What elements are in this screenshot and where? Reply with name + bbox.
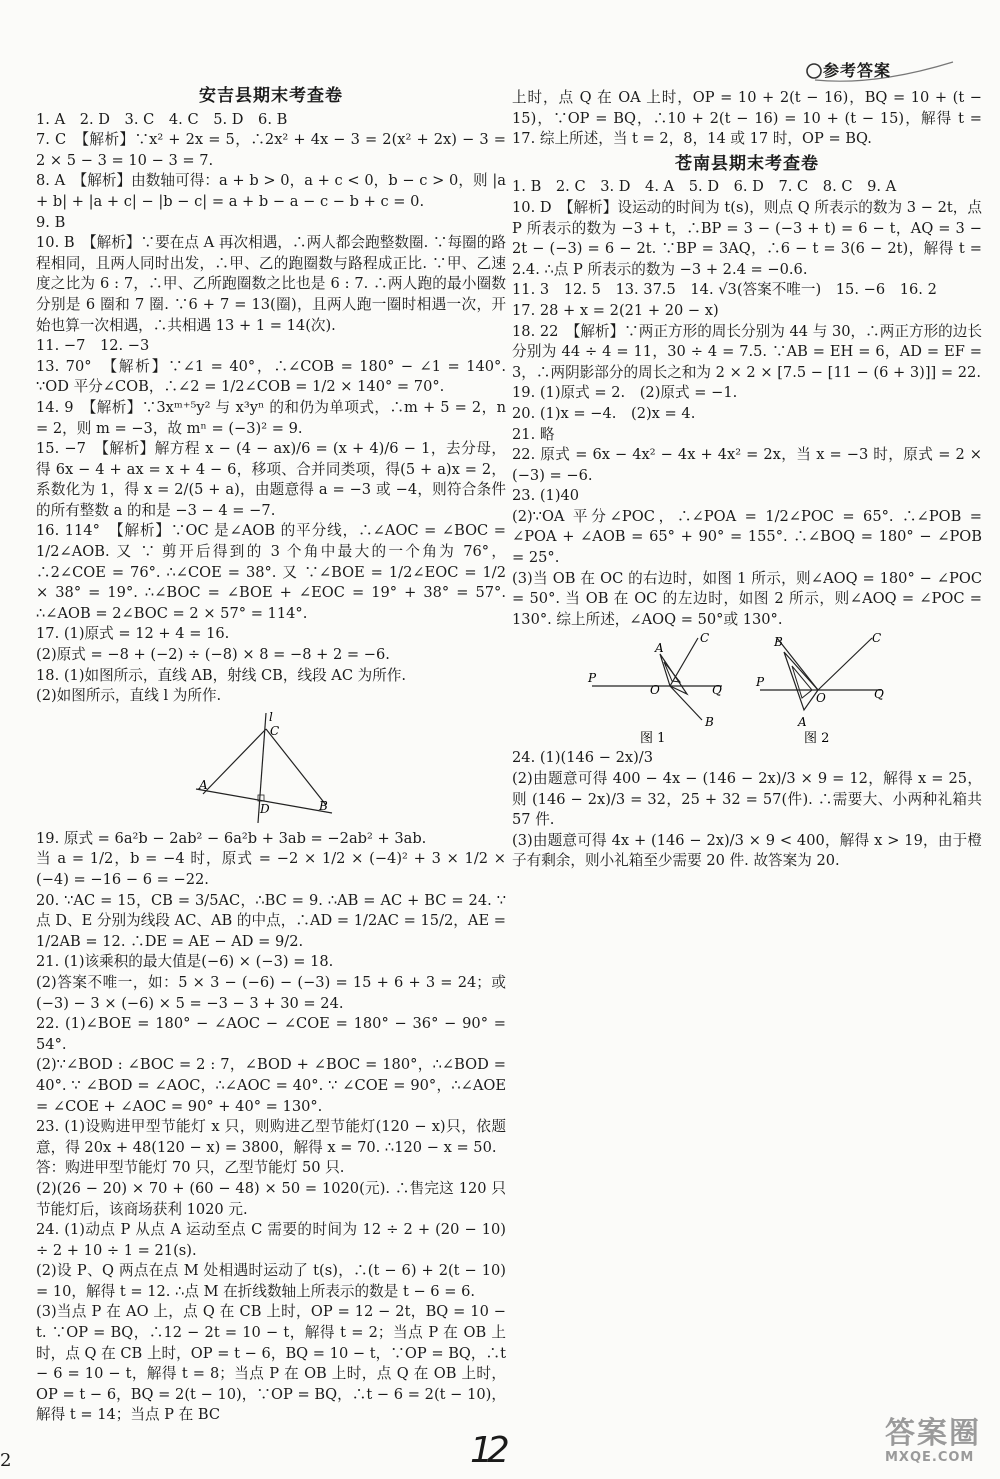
figure-23 [512,632,982,746]
answer-line: 20. ∵AC = 15，CB = 3/5AC，∴BC = 9. ∴AB = AC + BC = 24. ∵点 D、E 分别为线段 AC、AB 的中点，∴AD = 1/2AC = 15/2，AE = 1/2AB = 12. ∴DE = AE − AD = 9/2. [36,891,506,950]
fig1-label-q: Q [712,683,722,698]
answer-line: 22. (1)∠BOE = 180° − ∠AOC − ∠COE = 180° − 36° − 90° = 54°. [36,1015,506,1053]
answer-line: 9. B [36,213,66,231]
answer-line: (2)设 P、Q 两点在点 M 处相遇时运动了 t(s)，∴(t − 6) + 2(t − 10) = 10，解得 t = 12. ∴点 M 在折线数轴上所表示的数是 t − 6 = 6. [36,1262,506,1300]
answer-line: 21. (1)该乘积的最大值是(−6) × (−3) = 18. [36,953,334,971]
answer-key-badge [805,56,955,86]
fig1-label-p: P [588,671,597,686]
answer-line: 18. (1)如图所示，直线 AB，射线 CB，线段 AC 为所作. [36,666,407,684]
figure-18-diagram [36,709,506,827]
answer-line: 答：购进甲型节能灯 70 只，乙型节能灯 50 只. [36,1159,345,1177]
left-answers-part1 [36,110,506,707]
section-title-cangnan: 苍南县期末考查卷 [675,153,819,174]
badge-label: 参考答案 [823,61,892,80]
answer-line: (2)答案不唯一，如：5 × 3 − (−6) − (−3) = 15 + 6 + 3 = 24；或(−3) − 3 × (−6) × 5 = −3 − 3 + 30 = 24. [36,973,506,1012]
answer-line: 上时，点 Q 在 OA 上时，OP = 10 + 2(t − 16)，BQ = 10 + (t − 15)，∵OP = BQ，∴10 + 2(t − 16) = 10 + (t − 15)，解得 t = 17. 综上所述，当 t = 2，8，14 或 17 时，OP = BQ. [512,89,982,148]
right-column [512,88,982,872]
right-answers-part1 [512,88,982,150]
fig2-label-o: O [816,691,826,706]
watermark-logo [885,1408,995,1478]
fig18-label-a: A [199,777,208,792]
answer-line: 7. C 【解析】∵x² + 2x = 5，∴2x² + 4x − 3 = 2(x² + 2x) − 3 = 2 × 5 − 3 = 10 − 3 = 7. [36,131,506,169]
watermark-text: 答案圈 [885,1416,981,1451]
answer-line: (3)当点 P 在 AO 上，点 Q 在 CB 上时，OP = 12 − 2t，BQ = 10 − t. ∵OP = BQ，∴12 − 2t = 10 − t，解得 t = 2；当点 P 在 OB 上时，点 Q 在 CB 上时，OP = t − 6，BQ = 10 − t，∵OP = BQ，∴t − 6 = 10 − t，解得 t = 8；当点 P 在 OB 上时，点 Q 在 OB 上时，OP = t − 6，BQ = 2(t − 10)，∵OP = BQ，∴t − 6 = 2(t − 10)，解得 t = 14；当点 P 在 BC [36,1303,506,1424]
fig18-label-d: D [260,801,270,816]
answer-line: 24. (1)(146 − 2x)/3 [512,749,653,767]
figure-1 [587,632,722,746]
answer-line: 21. 略 [512,425,555,443]
answer-line: 11. 3 12. 5 13. 37.5 14. √3(答案不唯一) 15. −6 16. 2 [512,281,937,299]
answer-line: 13. 70° 【解析】∵∠1 = 40°，∴∠COB = 180° − ∠1 = 140°. ∵OD 平分∠COB，∴∠2 = 1/2∠COB = 1/2 × 140° = 70°. [36,357,506,396]
answer-line: 18. 22 【解析】∵两正方形的周长分别为 44 与 30，∴两正方形的边长分别为 44 ÷ 4 = 11，30 ÷ 4 = 7.5. ∵AB = EH = 6，AD = EF = 3，∴两阴影部分的周长之和为 2 × 2 × [7.5 − [11 − (6 + 3)]] = 22. [512,322,982,381]
answer-line: 17. (1)原式 = 12 + 4 = 16. [36,625,230,643]
answer-line: 14. 9 【解析】∵3xᵐ⁺⁵y² 与 x³yⁿ 的和仍为单项式，∴m + 5 = 2，n = 2，则 m = −3，故 mⁿ = (−3)² = 9. [36,398,506,437]
answer-line: (3)当 OB 在 OC 的右边时，如图 1 所示，则∠AOQ = 180° − ∠POC = 50°. 当 OB 在 OC 的左边时，如图 2 所示，则∠AOQ = ∠POC = 130°. 综上所述，∠AOQ = 50°或 130°. [512,569,982,628]
fig1-label-a: A [655,641,664,656]
fig1-label-c: C [700,632,710,646]
answer-line: 22. 原式 = 6x − 4x² − 4x + 4x² = 2x，当 x = −3 时，原式 = 2 × (−3) = −6. [512,446,982,484]
fig2-label-b: B [774,635,783,650]
figure-23-diagrams [512,632,982,746]
fig18-label-l: l [269,709,273,724]
answer-line: 10. B 【解析】∵要在点 A 再次相遇，∴两人都会跑整数圈. ∵每圈的路程相同，且两人同时出发，∴甲、乙的跑圈数与路程成正比. ∵甲、乙速度之比为 6 : 7，∴甲、乙所跑圈数之比也是 6 : 7. ∴两人跑的最小圈数分别是 6 圈和 7 圈. ∵6 + 7 = 13(圈)，且两人跑一圈时相遇一次，开始也算一次相遇，∴共相遇 13 + 1 = 14(次). [36,234,506,334]
answer-line: 23. (1)40 [512,487,580,505]
answer-line: 1. B 2. C 3. D 4. A 5. D 6. D 7. C 8. C 9. A [512,178,897,196]
left-column [36,82,506,1426]
fig2-label-q: Q [874,687,884,702]
fig2-label-a: A [798,715,807,730]
answer-line: 当 a = 1/2，b = −4 时，原式 = −2 × 1/2 × (−4)² + 3 × 1/2 × (−4) = −16 − 6 = −22. [36,850,506,888]
fig18-label-c: C [270,723,280,738]
answer-line: (2)(26 − 20) × 70 + (60 − 48) × 50 = 1020(元). ∴售完这 120 只节能灯后，该商场获利 1020 元. [36,1179,506,1218]
left-answers-part2 [36,829,506,1426]
answer-line: (2)∵OA 平分∠POC，∴∠POA = 1/2∠POC = 65°. ∴∠POB = ∠POA + ∠AOB = 65° + 90° = 155°. ∴∠BOQ = 180° − ∠POB = 25°. [512,507,982,567]
answer-line: (2)∵∠BOD : ∠BOC = 2 : 7，∠BOD + ∠BOC = 180°，∴∠BOD = 40°. ∵ ∠BOD = ∠AOC，∴∠AOC = 40°. ∵ ∠COE = 90°，∴∠AOE = ∠COE + ∠AOC = 90° + 40° = 130°. [36,1056,506,1115]
page-number: 12 [470,1430,504,1471]
margin-page-mark: 2 [0,1450,12,1471]
figure-18 [36,709,506,827]
answer-line: (2)由题意可得 400 − 4x − (146 − 2x)/3 × 9 = 12，解得 x = 25，则 (146 − 2x)/3 = 32，25 + 32 = 57(件). ∴需要大、小两种礼箱共 57 件. [512,770,982,829]
answer-line: 19. 原式 = 6a²b − 2ab² − 6a²b + 3ab = −2ab² + 3ab. [36,829,427,847]
answer-line: 23. (1)设购进甲型节能灯 x 只，则购进乙型节能灯(120 − x)只，依题意，得 20x + 48(120 − x) = 3800，解得 x = 70. ∴120 − x = 50. [36,1118,506,1156]
answer-line: 24. (1)动点 P 从点 A 运动至点 C 需要的时间为 12 ÷ 2 + (20 − 10) ÷ 2 + 10 ÷ 1 = 21(s). [36,1221,506,1259]
answer-line: 15. −7 【解析】解方程 x − (4 − ax)/6 = (x + 4)/6 − 1，去分母，得 6x − 4 + ax = x + 4 − 6，移项、合并同类项，得(5 + a)x = 2，系数化为 1，得 x = 2/(5 + a)，由题意得 a = −3 或 −4，则符合条件的所有整数 a 的和是 −3 − 4 = −7. [36,440,506,519]
answer-line: 8. A 【解析】由数轴可得：a + b > 0，a + c < 0，b − c > 0，则 |a + b| + |a + c| − |b − c| = a + b − a − c − b + c = 0. [36,172,506,210]
figure-2 [755,632,884,746]
watermark-url: MXQE.COM [885,1450,975,1465]
answer-line: (3)由题意可得 4x + (146 − 2x)/3 × 9 < 400，解得 x > 19，由于橙子有剩余，则小礼箱至少需要 20 件. 故答案为 20. [512,831,982,870]
answer-line: 1. A 2. D 3. C 4. C 5. D 6. B [36,110,288,128]
figure-2-caption: 图 2 [804,731,830,747]
fig18-label-b: B [319,798,328,813]
answer-line: 20. (1)x = −4. (2)x = 4. [512,404,696,422]
figure-1-caption: 图 1 [640,731,666,747]
fig1-label-o: O [650,683,660,698]
answer-line: (2)如图所示，直线 l 为所作. [36,687,222,705]
section-title-anji: 安吉县期末考查卷 [199,86,343,106]
fig1-label-b: B [705,715,714,730]
answer-line: 16. 114° 【解析】∵OC 是∠AOB 的平分线，∴∠AOC = ∠BOC = 1/2∠AOB. 又 ∵ 剪开后得到的 3 个角中最大的一个角为 76°，∴2∠COE = 76°. ∴∠COE = 38°. 又 ∵∠BOE = 1/2∠EOC = 1/2 × 38° = 19°. ∴∠BOC = ∠BOE + ∠EOC = 19° + 38° = 57°. ∴∠AOB = 2∠BOC = 2 × 57° = 114°. [36,522,506,622]
answer-line: 19. (1)原式 = 2. (2)原式 = −1. [512,384,738,402]
fig2-label-c: C [872,632,882,646]
answer-line: 11. −7 12. −3 [36,337,150,355]
right-answers-part3 [512,748,982,872]
answer-line: (2)原式 = −8 + (−2) ÷ (−8) × 8 = −8 + 2 = −6. [36,646,390,664]
answer-line: 10. D 【解析】设运动的时间为 t(s)，则点 Q 所表示的数为 3 − 2t，点 P 所表示的数为 −3 + t，∴BP = 3 − (−3 + t) = 6 − t，AQ = 3 − 2t − (−3) = 6 − 2t. ∵BP = 3AQ，∴6 − t = 3(6 − 2t)，解得 t = 2.4. ∴点 P 所表示的数为 −3 + 2.4 = −0.6. [512,198,982,278]
fig2-label-p: P [756,675,765,690]
answer-line: 17. 28 + x = 2(21 + 20 − x) [512,301,719,319]
right-answers-part2 [512,177,982,630]
